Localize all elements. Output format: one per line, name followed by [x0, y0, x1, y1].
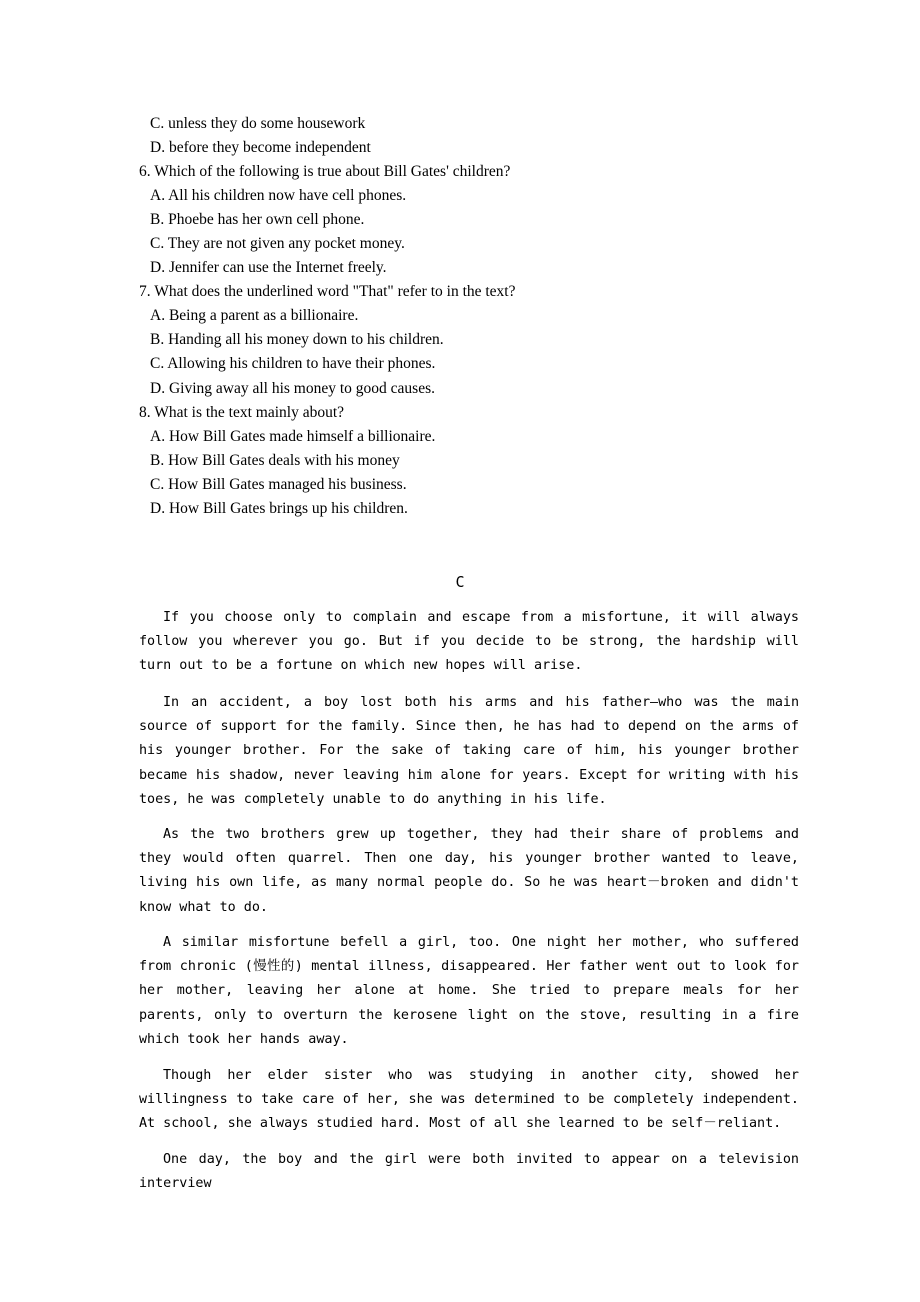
- q8-option-b: B. How Bill Gates deals with his money: [150, 452, 400, 469]
- passage-paragraph-2: In an accident, a boy lost both his arms and his father—who was the main source of support for the family. Since then, he has had to depend on the arms of his younger brother. For the sake of taking care of him, his younger brother became his shadow, never leaving him alone for years. Except for writing with his toes, he was completely unable to do anything in his life.: [139, 695, 799, 807]
- q7-stem: 7. What does the underlined word "That" refer to in the text?: [139, 283, 516, 300]
- q7-option-c: C. Allowing his children to have their phones.: [150, 355, 436, 372]
- q6-option-c: C. They are not given any pocket money.: [150, 235, 405, 252]
- passage-paragraph-1: If you choose only to complain and escape from a misfortune, it will always follow you wherever you go. But if you decide to be strong, the hardship will turn out to be a fortune on which new hopes will arise.: [139, 610, 799, 674]
- q8-option-c: C. How Bill Gates managed his business.: [150, 476, 407, 493]
- q7-option-d: D. Giving away all his money to good causes.: [150, 380, 435, 397]
- passage-paragraph-5: Though her elder sister who was studying in another city, showed her willingness to take care of her, she was determined to be completely independent. At school, she always studied hard. Most of all she learned to be self－reliant.: [139, 1068, 799, 1132]
- passage-paragraph-6: One day, the boy and the girl were both invited to appear on a television interview: [139, 1152, 799, 1192]
- q7-option-b: B. Handing all his money down to his children.: [150, 331, 444, 348]
- passage-paragraph-4: A similar misfortune befell a girl, too. One night her mother, who suffered from chronic (慢性的) mental illness, disappeared. Her father went out to look for her mother, leaving her alone at home. She tried to prepare meals for her parents, only to overturn the kerosene light on the stove, resulting in a fire which took her hands away.: [139, 935, 799, 1047]
- q6-stem: 6. Which of the following is true about Bill Gates' children?: [139, 163, 511, 180]
- q8-option-d: D. How Bill Gates brings up his children.: [150, 500, 408, 517]
- q6-option-b: B. Phoebe has her own cell phone.: [150, 211, 365, 228]
- q8-option-a: A. How Bill Gates made himself a billionaire.: [150, 428, 436, 445]
- q6-option-d: D. Jennifer can use the Internet freely.: [150, 259, 387, 276]
- passage-paragraph-3: As the two brothers grew up together, they had their share of problems and they would often quarrel. Then one day, his younger brother wanted to leave, living his own life, as many normal people do. So he was heart－broken and didn't know what to do.: [139, 827, 799, 915]
- q8-stem: 8. What is the text mainly about?: [139, 404, 345, 421]
- q6-option-a: A. All his children now have cell phones.: [150, 187, 407, 204]
- q5-option-d: D. before they become independent: [150, 139, 371, 156]
- passage-heading: C: [455, 573, 465, 591]
- q7-option-a: A. Being a parent as a billionaire.: [150, 307, 359, 324]
- q5-option-c: C. unless they do some housework: [150, 115, 366, 132]
